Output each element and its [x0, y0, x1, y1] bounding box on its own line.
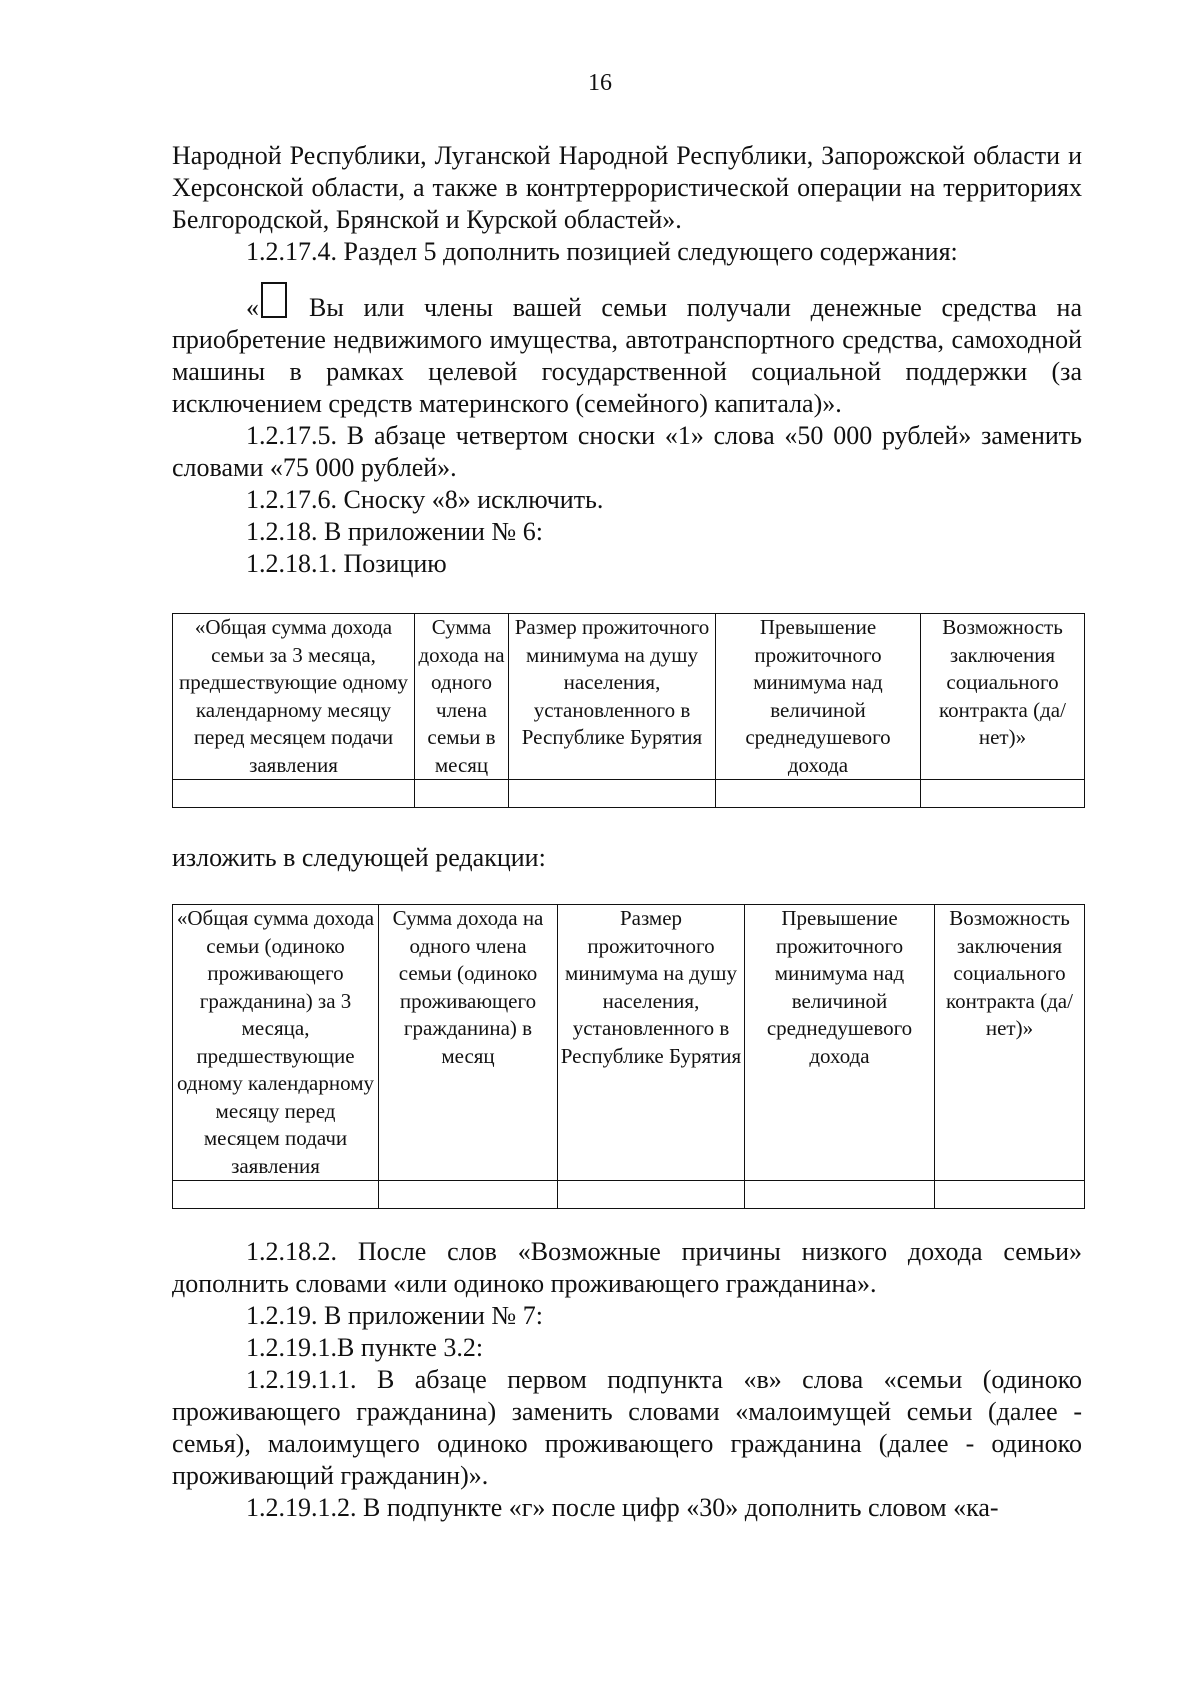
- item-1-2-17-4: 1.2.17.4. Раздел 5 дополнить позицией следующего содержания:: [246, 237, 958, 266]
- table-cell: [558, 1181, 745, 1209]
- old-position-table: [172, 613, 1085, 808]
- table-header-row: [173, 614, 1085, 780]
- table-cell: [379, 1181, 558, 1209]
- item-1-2-17-5: 1.2.17.5. В абзаце четвертом сноски «1» слова «50 000 рублей» заменить словами «75 000 рублей».: [172, 421, 1082, 482]
- item-1-2-18-1: 1.2.18.1. Позицию: [246, 549, 447, 578]
- table-cell: [509, 780, 716, 808]
- intro-paragraph: Народной Республики, Луганской Народной Республики, Запорожской области и Херсонской области, а также в контртеррористической операции на территориях Белгородской, Брянской и Курской областей».: [172, 141, 1082, 234]
- table-cell: [415, 780, 509, 808]
- table-cell: [716, 780, 921, 808]
- quote-text: Вы или члены вашей семьи получали денежные средства на приобретение недвижимого имущества, автотранспортного средства, самоходной машины в рамках целевой государственной социальной поддержки (за исключением средств материнского (семейного) капитала)».: [172, 293, 1082, 418]
- table-cell: Превышение прожиточного минимума над величиной среднедушевого дохода: [716, 614, 921, 780]
- item-1-2-19-1: 1.2.19.1.В пункте 3.2:: [246, 1333, 484, 1362]
- table-cell: [935, 1181, 1085, 1209]
- table-cell: [173, 1181, 379, 1209]
- item-1-2-18: 1.2.18. В приложении № 6:: [246, 517, 543, 546]
- table-cell: Размер прожиточного минимума на душу населения, установленного в Республике Бурятия: [509, 614, 716, 780]
- table-cell: Возможность заключения социального контракта (да/нет)»: [935, 905, 1085, 1181]
- document-body: [172, 140, 1082, 1524]
- table-row: [173, 780, 1085, 808]
- item-1-2-17-6: 1.2.17.6. Сноску «8» исключить.: [246, 485, 604, 514]
- table-cell: Размер прожиточного минимума на душу населения, установленного в Республике Бурятия: [558, 905, 745, 1181]
- table-cell: [921, 780, 1085, 808]
- item-1-2-19: 1.2.19. В приложении № 7:: [246, 1301, 543, 1330]
- table-cell: «Общая сумма дохода семьи за 3 месяца, предшествующие одному календарному месяцу перед месяцем подачи заявления: [173, 614, 415, 780]
- table-cell: [745, 1181, 935, 1209]
- table-cell: «Общая сумма дохода семьи (одиноко проживающего гражданина) за 3 месяца, предшествующие одному календарному месяцу перед месяцем подачи заявления: [173, 905, 379, 1181]
- new-position-table: [172, 904, 1085, 1209]
- table-cell: [173, 780, 415, 808]
- table-cell: Превышение прожиточного минимума над величиной среднедушевого дохода: [745, 905, 935, 1181]
- table-cell: Сумма дохода на одного члена семьи в месяц: [415, 614, 509, 780]
- checkbox-icon: [261, 282, 287, 318]
- quote-open: «: [246, 293, 259, 322]
- item-1-2-19-1-1: 1.2.19.1.1. В абзаце первом подпункта «в» слова «семьи (одиноко проживающего гражданина) заменить словами «малоимущей семьи (далее - семья), малоимущего одиноко проживающего гражданина (далее - одиноко проживающий гражданин)».: [172, 1365, 1082, 1490]
- item-1-2-18-2: 1.2.18.2. После слов «Возможные причины низкого дохода семьи» дополнить словами «или одиноко проживающего гражданина».: [172, 1237, 1082, 1298]
- page-number: 16: [588, 70, 612, 96]
- table-header-row: [173, 905, 1085, 1181]
- table-cell: Возможность заключения социального контракта (да/нет)»: [921, 614, 1085, 780]
- restate-text: изложить в следующей редакции:: [172, 843, 546, 872]
- table-row: [173, 1181, 1085, 1209]
- quoted-position: [172, 282, 1082, 420]
- item-1-2-19-1-2: 1.2.19.1.2. В подпункте «г» после цифр «30» дополнить словом «ка-: [246, 1493, 999, 1522]
- table-cell: Сумма дохода на одного члена семьи (одиноко проживающего гражданина) в месяц: [379, 905, 558, 1181]
